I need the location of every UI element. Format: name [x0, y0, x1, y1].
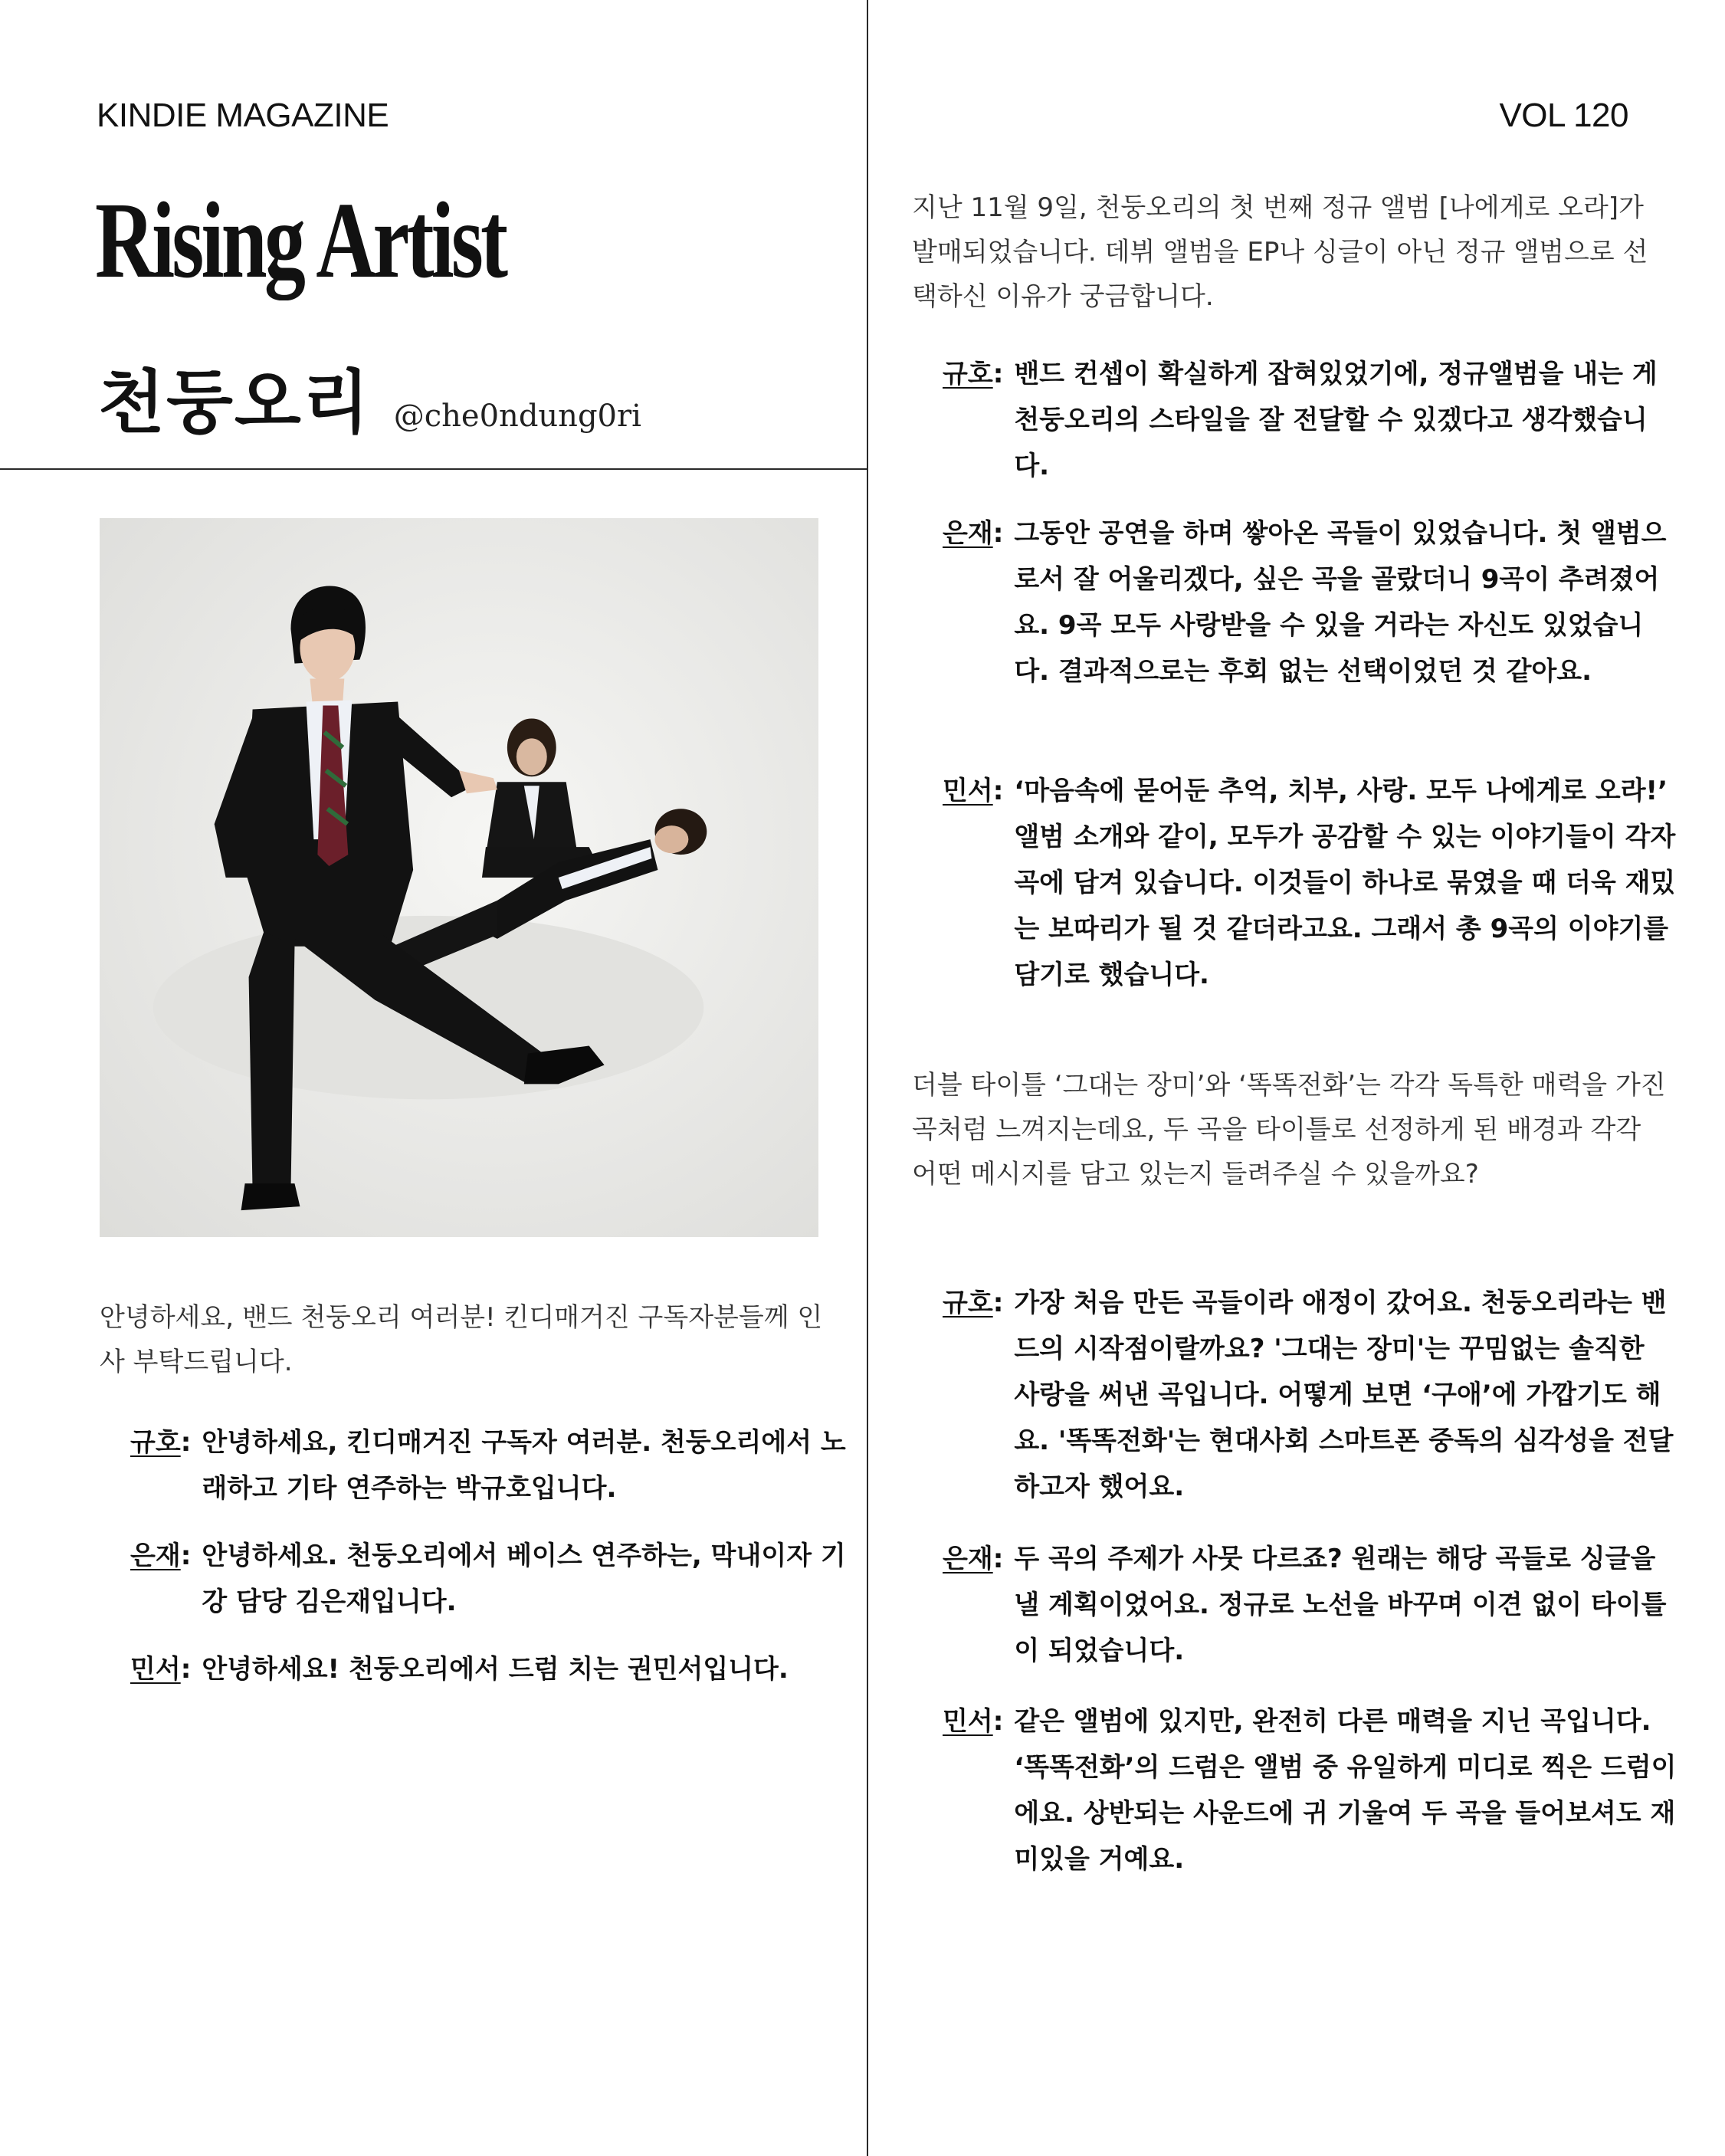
answer-text: 가장 처음 만든 곡들이라 애정이 갔어요. 천둥오리라는 밴드의 시작점이랄까요? '그대는 장미'는 꾸밈없는 솔직한 사랑을 써낸 곡입니다. 어떻게 보면 ‘구애’에 가깝기도 해요. '똑똑전화'는 현대사회 스마트폰 중독의 심각성을 전달하고자 했어요.	[1014, 1288, 1674, 1502]
page-title: Rising Artist	[95, 179, 506, 300]
speaker-label: 민서:	[943, 776, 1004, 806]
magazine-name: KINDIE MAGAZINE	[97, 97, 389, 134]
question-title-tracks: 더블 타이틀 ‘그대는 장미’와 ‘똑똑전화’는 각각 독특한 매력을 가진 곡처럼 느껴지는데요, 두 곡을 타이틀로 선정하게 된 배경과 각각 어떤 메시지를 담고 있는지 들려주실 수 있을까요?	[912, 1070, 1666, 1190]
answer-eunjae	[943, 510, 1678, 694]
column-divider	[867, 0, 868, 2156]
answer-text: 그동안 공연을 하며 쌓아온 곡들이 있었습니다. 첫 앨범으로서 잘 어울리겠다, 싶은 곡을 골랐더니 9곡이 추려졌어요. 9곡 모두 사랑받을 수 있을 거라는 자신도 있었습니다. 결과적으로는 후회 없는 선택이었던 것 같아요.	[1014, 518, 1667, 687]
intro-question: 안녕하세요, 밴드 천둥오리 여러분! 킨디매거진 구독자분들께 인사 부탁드립니다.	[100, 1302, 823, 1377]
speaker-label: 규호:	[943, 1288, 1004, 1318]
answer-text: 안녕하세요. 천둥오리에서 베이스 연주하는, 막내이자 기강 담당 김은재입니다.	[202, 1541, 846, 1617]
question-album: 지난 11월 9일, 천둥오리의 첫 번째 정규 앨범 [나에게로 오라]가 발매되었습니다. 데뷔 앨범을 EP나 싱글이 아닌 정규 앨범으로 선택하신 이유가 궁금합니다.	[912, 192, 1648, 312]
speaker-name: 은재	[943, 1544, 993, 1574]
speaker-label: 은재:	[943, 518, 1004, 549]
artist-name: 천둥오리	[98, 363, 371, 443]
speaker-name: 규호	[943, 359, 993, 389]
answer-gyuho	[943, 1280, 1678, 1510]
speaker-name: 은재	[130, 1541, 181, 1571]
answer-eunjae	[130, 1533, 851, 1625]
answer-minseo	[943, 768, 1678, 998]
speaker-name: 은재	[943, 518, 993, 549]
answer-text: ‘마음속에 묻어둔 추억, 치부, 사랑. 모두 나에게로 오라!’ 앨범 소개와 같이, 모두가 공감할 수 있는 이야기들이 각자 곡에 담겨 있습니다. 이것들이 하나로 묶였을 때 더욱 재밌는 보따리가 될 것 같더라고요. 그래서 총 9곡의 이야기를 담기로 했습니다.	[1014, 776, 1676, 990]
speaker-label: 민서:	[943, 1706, 1004, 1737]
speaker-name: 민서	[943, 776, 993, 806]
speaker-label: 은재:	[130, 1541, 192, 1571]
volume-number: VOL 120	[1499, 97, 1628, 134]
answer-text: 안녕하세요, 킨디매거진 구독자 여러분. 천둥오리에서 노래하고 기타 연주하는 박규호입니다.	[202, 1427, 846, 1504]
answer-text: 두 곡의 주제가 사뭇 다르죠? 원래는 해당 곡들로 싱글을 낼 계획이었어요. 정규로 노선을 바꾸며 이견 없이 타이틀이 되었습니다.	[1014, 1544, 1667, 1666]
answer-minseo	[943, 1698, 1678, 1882]
header-divider	[0, 468, 867, 470]
answer-eunjae	[943, 1536, 1678, 1674]
speaker-label: 규호:	[943, 359, 1004, 389]
speaker-name: 민서	[130, 1654, 181, 1685]
answer-text: 같은 앨범에 있지만, 완전히 다른 매력을 지닌 곡입니다. ‘똑똑전화’의 드럼은 앨범 중 유일하게 미디로 찍은 드럼이에요. 상반되는 사운드에 귀 기울여 두 곡을 들어보셔도 재미있을 거예요.	[1014, 1706, 1677, 1875]
answer-gyuho	[943, 351, 1678, 489]
answer-text: 밴드 컨셉이 확실하게 잡혀있었기에, 정규앨범을 내는 게 천둥오리의 스타일을 잘 전달할 수 있겠다고 생각했습니다.	[1014, 359, 1658, 481]
speaker-label: 은재:	[943, 1544, 1004, 1574]
band-photo	[100, 518, 818, 1237]
speaker-name: 규호	[943, 1288, 993, 1318]
speaker-label: 규호:	[130, 1427, 192, 1458]
answer-text: 안녕하세요! 천둥오리에서 드럼 치는 권민서입니다.	[202, 1654, 789, 1685]
speaker-name: 규호	[130, 1427, 181, 1458]
speaker-label: 민서:	[130, 1654, 192, 1685]
speaker-name: 민서	[943, 1706, 993, 1737]
answer-gyuho	[130, 1419, 851, 1511]
artist-heading	[98, 346, 641, 446]
artist-handle: @che0ndung0ri	[393, 399, 641, 434]
answer-minseo	[130, 1646, 851, 1692]
